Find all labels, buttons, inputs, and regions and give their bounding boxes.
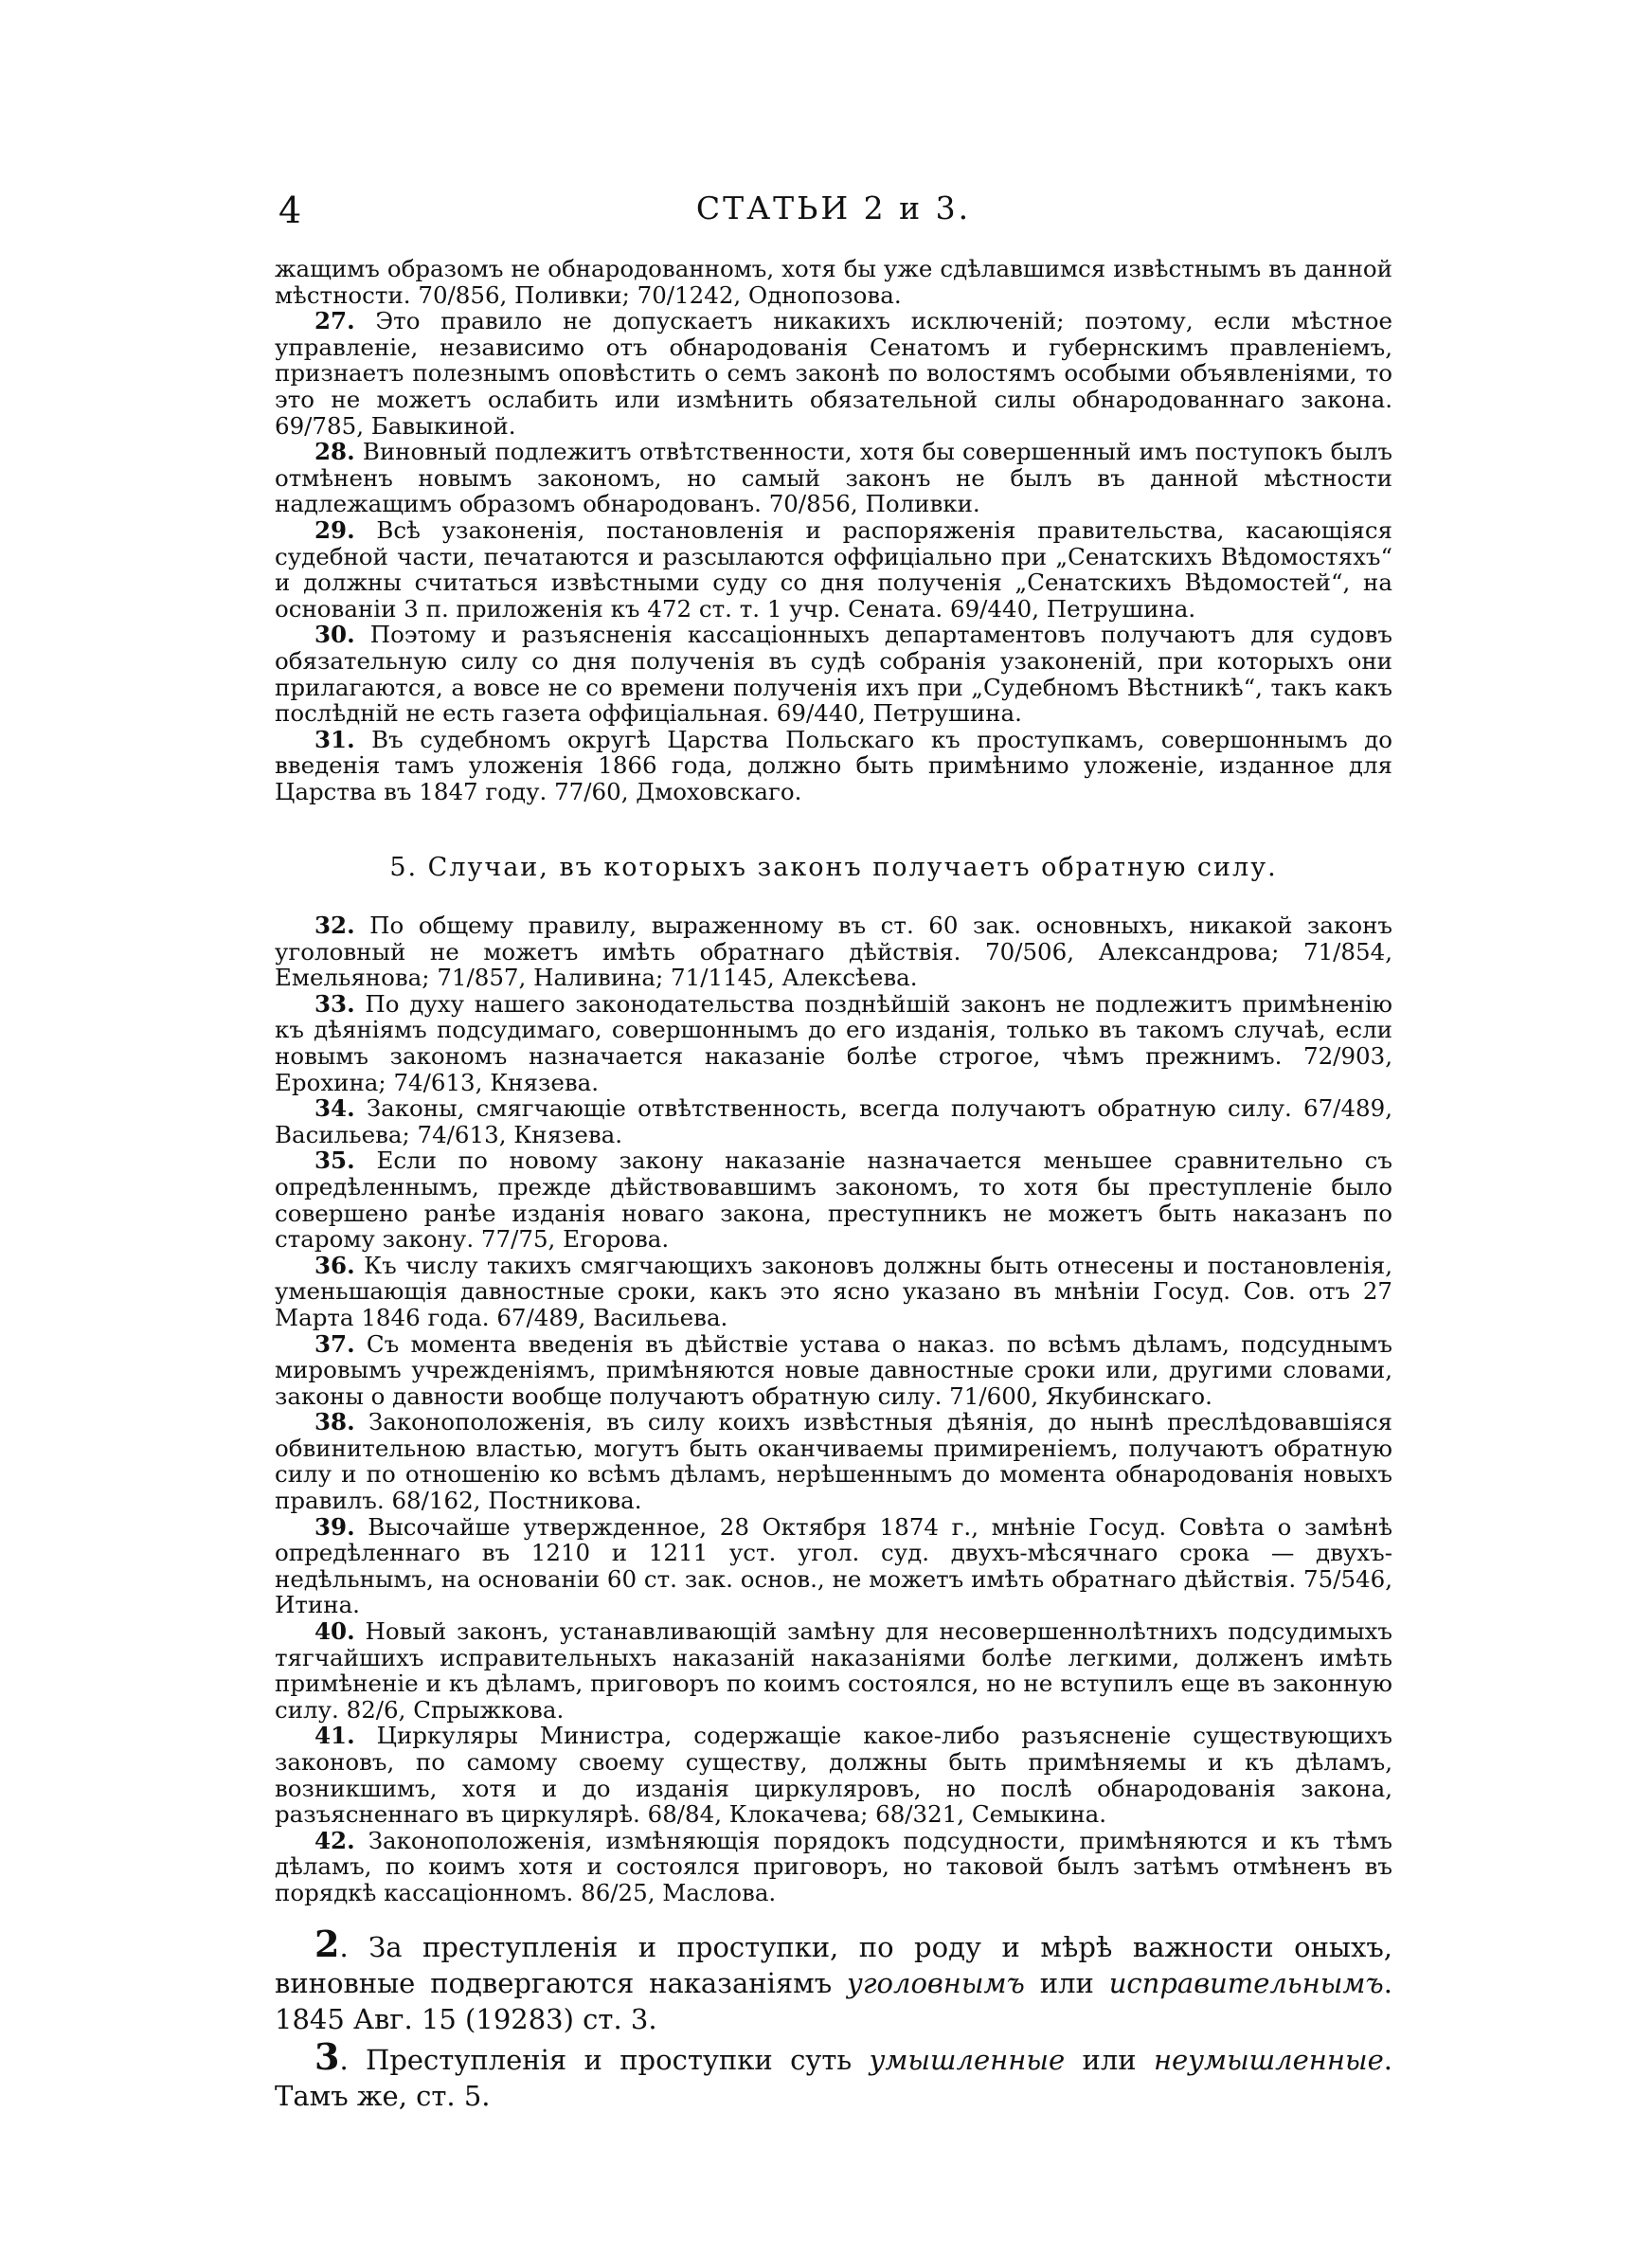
commentary-item-35: [275, 1147, 1392, 1252]
statute-article-3: [275, 2035, 1392, 2114]
commentary-item-34: [275, 1095, 1392, 1147]
item-text: Къ числу такихъ смягчающихъ законовъ должны быть отнесены и постановленія, уменьшающія давностные сроки, какъ это ясно указано въ мнѣніи Госуд. Сов. отъ 27 Марта 1846 года. 67/489, Васильева.: [275, 1251, 1392, 1331]
item-text: Законоположенія, въ силу коихъ извѣстныя дѣянія, до нынѣ преслѣдовавшіяся обвинительною властью, могутъ быть оканчиваемы примиреніемъ, получаютъ обратную силу и по отношенію ко всѣмъ дѣламъ, нерѣшеннымъ до момента обнародованія новыхъ правилъ. 68/162, Постникова.: [275, 1408, 1392, 1515]
article-number: 2: [314, 1923, 340, 1965]
running-title: СТАТЬИ 2 и 3.: [695, 190, 972, 226]
continuation-paragraph: жащимъ образомъ не обнародованномъ, хотя бы уже сдѣлавшимся извѣстнымъ въ данной мѣстности. 70/856, Поливки; 70/1242, Однопозова.: [275, 255, 1392, 309]
item-text: По общему правилу, выраженному въ ст. 60 зак. основныхъ, никакой законъ уголовный не можетъ имѣть обратнаго дѣйствія. 70/506, Александрова; 71/854, Емельянова; 71/857, Наливина; 71/1145, Алексѣева.: [275, 912, 1392, 992]
item-text: Законоположенія, измѣняющія порядокъ подсудности, примѣняются и къ тѣмъ дѣламъ, по коимъ хотя и состоялся приговоръ, но таковой былъ затѣмъ отмѣненъ въ порядкѣ кассаціонномъ. 86/25, Маслова.: [275, 1826, 1392, 1906]
commentary-item-36: [275, 1253, 1392, 1331]
item-number: 36.: [314, 1251, 355, 1279]
item-number: 38.: [314, 1408, 355, 1436]
item-number: 40.: [314, 1617, 355, 1646]
item-text: Циркуляры Министра, содержащіе какое-либо разъясненіе существующихъ законовъ, по самому своему существу, должны быть примѣняемы и къ дѣламъ, возникшимъ, хотя и до изданія циркуляровъ, но послѣ обнародованія закона, разъясненнаго въ циркулярѣ. 68/84, Клокачева; 68/321, Семыкина.: [275, 1722, 1392, 1829]
commentary-block-1: [275, 256, 1392, 804]
item-number: 30.: [314, 621, 355, 649]
item-number: 32.: [314, 912, 355, 939]
italic-term: умышленные: [869, 2044, 1066, 2076]
commentary-item-38: [275, 1409, 1392, 1513]
commentary-item-37: [275, 1331, 1392, 1410]
item-text: Виновный подлежитъ отвѣтственности, хотя бы совершенный имъ поступокъ былъ отмѣненъ новымъ закономъ, но самый законъ не былъ въ данной мѣстности надлежащимъ образомъ обнародованъ. 70/856, Поливки.: [275, 438, 1392, 518]
italic-term: уголовнымъ: [847, 1967, 1025, 1999]
italic-term: неумышленные: [1153, 2044, 1384, 2076]
item-text: Это правило не допускаетъ никакихъ исключеній; поэтому, если мѣстное управленіе, независимо отъ обнародованія Сенатомъ и губернскимъ правленіемъ, признаетъ полезнымъ оповѣстить о семъ законѣ по волостямъ особыми объявленіями, то это не можетъ ослабить или измѣнить обязательной силы обнародованнаго закона. 69/785, Бавыкиной.: [275, 307, 1392, 440]
item-number: 27.: [314, 307, 355, 335]
article-text-end: . Тамъ же, ст. 5.: [275, 2044, 1392, 2112]
item-number: 28.: [314, 438, 355, 466]
article-text-mid: или: [1065, 2044, 1154, 2076]
commentary-item-42: [275, 1828, 1392, 1906]
item-number: 31.: [314, 725, 355, 753]
section-heading: 5. Случаи, въ которыхъ законъ получаетъ обратную силу.: [389, 853, 1278, 882]
item-text: Новый законъ, устанавливающій замѣну для несовершеннолѣтнихъ подсудимыхъ тягчайшихъ исправительныхъ наказаній наказаніями болѣе легкими, долженъ имѣть примѣненіе и къ дѣламъ, приговоръ по коимъ состоялся, но не вступилъ еще въ законную силу. 82/6, Спрыжкова.: [275, 1617, 1392, 1724]
commentary-item-40: [275, 1618, 1392, 1723]
commentary-item-41: [275, 1723, 1392, 1827]
item-text: Съ момента введенія въ дѣйствіе устава о наказ. по всѣмъ дѣламъ, подсуднымъ мировымъ учрежденіямъ, примѣняются новые давностные сроки или, другими словами, законы о давности вообще получаютъ обратную силу. 71/600, Якубинскаго.: [275, 1329, 1392, 1410]
article-text-start: . За преступленія и проступки, по роду и мѣрѣ важности оныхъ, виновные подвергаются наказаніямъ: [275, 1931, 1392, 1999]
item-number: 41.: [314, 1722, 355, 1750]
item-text: Поэтому и разъясненія кассаціонныхъ департаментовъ получаютъ для судовъ обязательную силу со дня полученія въ судѣ собранія узаконеній, при которыхъ они прилагаются, а вовсе не со времени полученія ихъ при „Судебномъ Вѣстникѣ“, такъ какъ послѣдній не есть газета оффиціальная. 69/440, Петрушина.: [275, 621, 1392, 728]
article-number: 3: [314, 2035, 340, 2078]
italic-term: исправительнымъ: [1108, 1967, 1384, 1999]
article-text-end: . 1845 Авг. 15 (19283) ст. 3.: [275, 1967, 1392, 2035]
item-text: Всѣ узаконенія, постановленія и распоряженія правительства, касающіяся судебной части, печатаются и разсылаются оффиціально при „Сенатскихъ Вѣдомостяхъ“ и должны считаться извѣстными суду со дня полученія „Сенатскихъ Вѣдомостей“, на основаніи 3 п. приложенія къ 472 ст. т. 1 учр. Сената. 69/440, Петрушина.: [275, 515, 1392, 623]
item-text: Высочайше утвержденное, 28 Октября 1874 г., мнѣніе Госуд. Совѣта о замѣнѣ опредѣленнаго въ 1210 и 1211 уст. угол. суд. двухъ-мѣсячнаго срока — двухъ-недѣльнымъ, на основаніи 60 ст. зак. основ., не можетъ имѣть обратнаго дѣйствія. 75/546, Итина.: [275, 1512, 1392, 1619]
article-text-start: . Преступленія и проступки суть: [339, 2044, 870, 2076]
commentary-item-32: [275, 912, 1392, 991]
item-number: 39.: [314, 1512, 355, 1541]
page-number: 4: [278, 190, 302, 231]
item-number: 35.: [314, 1147, 355, 1175]
item-text: Законы, смягчающіе отвѣтственность, всегда получаютъ обратную силу. 67/489, Васильева; 74/613, Князева.: [275, 1094, 1392, 1148]
item-number: 42.: [314, 1826, 355, 1854]
page-header: [275, 190, 1392, 246]
commentary-item-31: [275, 727, 1392, 805]
item-text: По духу нашего законодательства позднѣйшій законъ не подлежитъ примѣненію къ дѣяніямъ подсудимаго, совершоннымъ до его изданія, только въ такомъ случаѣ, если новымъ закономъ назначается наказаніе болѣе строгое, чѣмъ прежнимъ. 72/903, Ерохина; 74/613, Князева.: [275, 989, 1392, 1096]
commentary-block-2: [275, 912, 1392, 1906]
commentary-item-30: [275, 622, 1392, 726]
item-number: 33.: [314, 989, 355, 1018]
article-text-mid: или: [1024, 1967, 1109, 1999]
commentary-item-33: [275, 991, 1392, 1095]
statute-article-2: [275, 1923, 1392, 2037]
commentary-item-27: [275, 308, 1392, 439]
commentary-item-28: [275, 439, 1392, 517]
statute-articles: [275, 1923, 1392, 2116]
item-number: 34.: [314, 1094, 355, 1123]
item-number: 29.: [314, 515, 355, 544]
item-text: Въ судебномъ округѣ Царства Польскаго къ проступкамъ, совершоннымъ до введенія тамъ уложенія 1866 года, должно быть примѣнимо уложеніе, изданное для Царства въ 1847 году. 77/60, Дмоховскаго.: [275, 725, 1392, 805]
commentary-item-29: [275, 517, 1392, 622]
item-text: Если по новому закону наказаніе назначается меньшее сравнительно съ опредѣленнымъ, прежде дѣйствовавшимъ закономъ, то хотя бы преступленіе было совершено ранѣе изданія новаго закона, преступникъ не можетъ быть наказанъ по старому закону. 77/75, Егорова.: [275, 1147, 1392, 1254]
item-number: 37.: [314, 1329, 355, 1358]
commentary-item-39: [275, 1514, 1392, 1618]
